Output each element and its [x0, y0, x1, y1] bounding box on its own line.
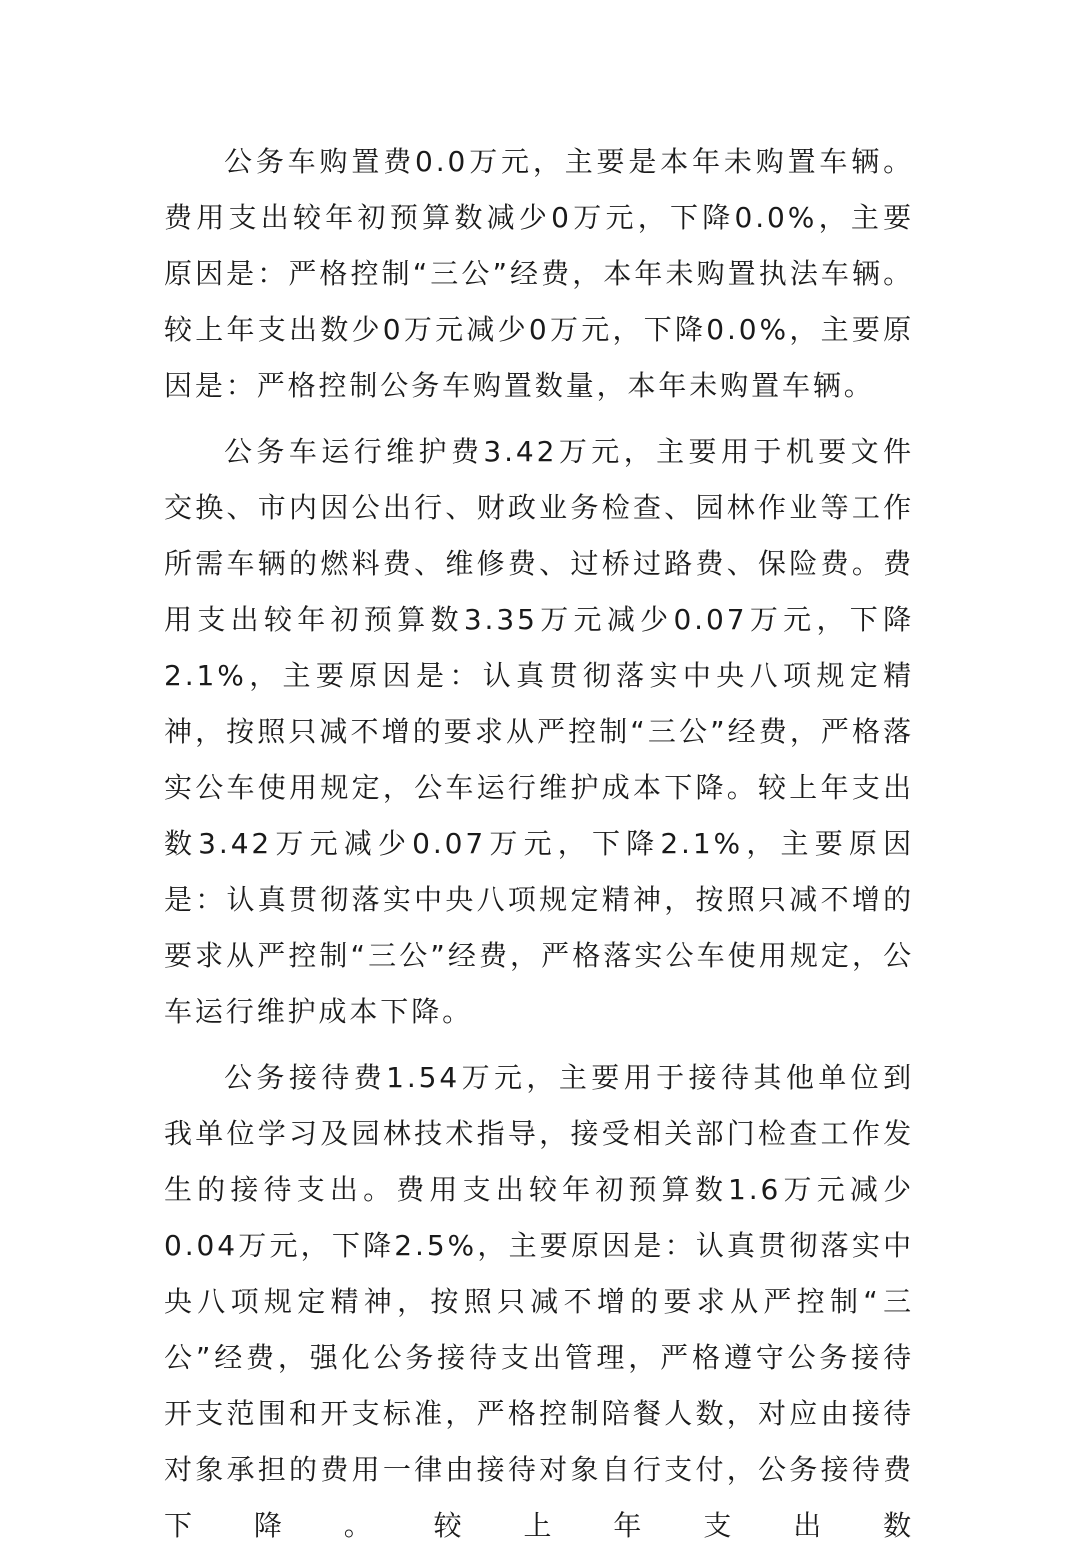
document-body [164, 134, 914, 1564]
paragraph-vehicle-maintenance: 公务车运行维护费3.42万元，主要用于机要文件交换、市内因公出行、财政业务检查、园林作业等工作所需车辆的燃料费、维修费、过桥过路费、保险费。费用支出较年初预算数3.35万元减少0.07万元，下降2.1%，主要原因是：认真贯彻落实中央八项规定精神，按照只减不增的要求从严控制“三公”经费，严格落实公车使用规定，公车运行维护成本下降。较上年支出数3.42万元减少0.07万元，下降2.1%，主要原因是：认真贯彻落实中央八项规定精神，按照只减不增的要求从严控制“三公”经费，严格落实公车使用规定，公车运行维护成本下降。 [164, 435, 914, 1028]
paragraph-vehicle-purchase: 公务车购置费0.0万元，主要是本年未购置车辆。费用支出较年初预算数减少0万元，下降0.0%，主要原因是：严格控制“三公”经费，本年未购置执法车辆。较上年支出数少0万元减少0万元，下降0.0%，主要原因是：严格控制公务车购置数量，本年未购置车辆。 [164, 145, 914, 402]
paragraph-official-reception: 公务接待费1.54万元，主要用于接待其他单位到我单位学习及园林技术指导，接受相关部门检查工作发生的接待支出。费用支出较年初预算数1.6万元减少0.04万元，下降2.5%，主要原因是：认真贯彻落实中央八项规定精神，按照只减不增的要求从严控制“三公”经费，强化公务接待支出管理，严格遵守公务接待开支范围和开支标准，严格控制陪餐人数，对应由接待对象承担的费用一律由接待对象自行支付，公务接待费下降。较上年支出数 [164, 1061, 914, 1542]
